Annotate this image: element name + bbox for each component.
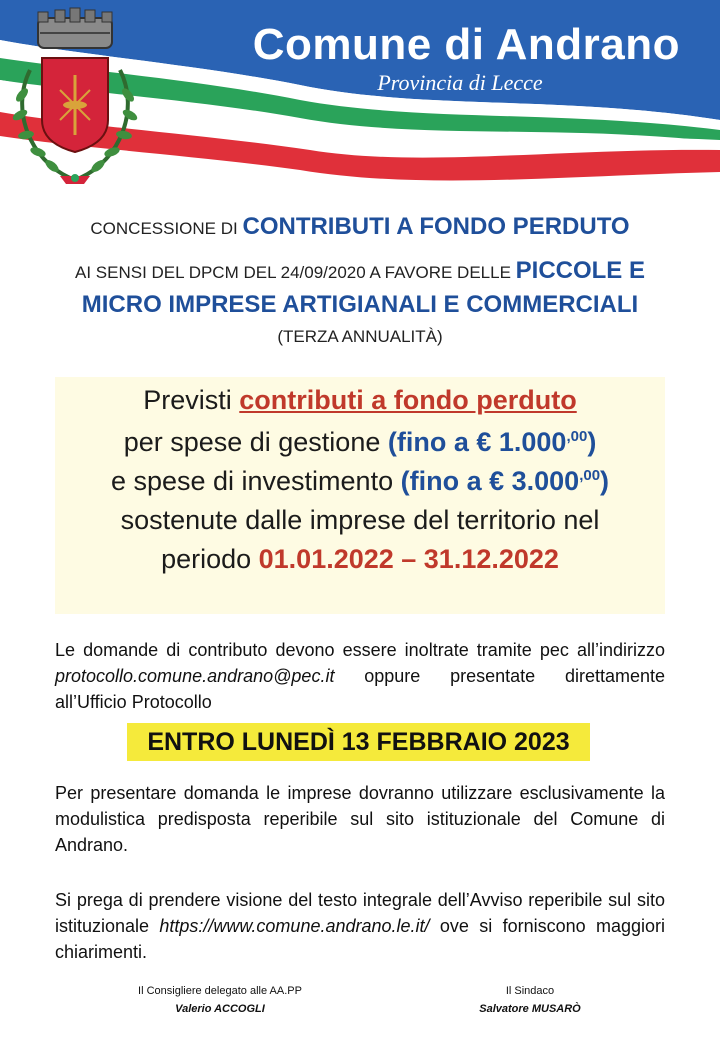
forms-text: Per presentare domanda le imprese dovranno utilizzare esclusivamente la modulistica predisposta reperibile sul sito istituzionale del Comune di Andrano. [55,783,665,855]
forms-paragraph [55,780,665,858]
notice-paragraph [55,887,665,965]
header-banner [0,0,720,200]
submission-text: oppure presentate direttamente all’Ufficio Protocollo [55,666,665,712]
box-line-1 [55,385,665,416]
submission-text: Le domande di contributo devono essere inoltrate tramite pec all’indirizzo [55,640,665,660]
pec-address-link[interactable]: protocollo.comune.andrano@pec.it [55,666,335,686]
heading-line-2 [0,257,720,285]
box-cents: ,00 [579,467,601,484]
box-text: e spese di investimento [110,466,401,496]
signature-name: Salvatore MUSARÒ [479,1003,581,1015]
notice-text: ove si forniscono maggiori chiarimenti. [55,916,665,962]
header-subtitle: Provincia di Lecce [377,70,543,95]
heading-line-3 [0,291,720,319]
box-line-4: sostenute dalle imprese del territorio nel [120,505,600,535]
signature-left [100,985,340,1015]
heading-prefix: AI SENSI DEL DPCM DEL 24/09/2020 A FAVORE DELLE [75,263,516,282]
signature-name: Valerio ACCOGLI [175,1003,265,1015]
heading-prefix: CONCESSIONE DI [90,219,243,238]
box-text: periodo [161,544,259,574]
signature-right [440,985,620,1015]
heading-line-4: (TERZA ANNUALITÀ) [277,327,443,346]
website-link[interactable]: https://www.comune.andrano.le.it/ [159,916,430,936]
box-amount: (fino a € 3.000 [400,466,580,496]
box-amount: (fino a € 1.000 [387,427,567,457]
municipal-coat-of-arms-icon [0,0,150,190]
box-emphasis: contributi a fondo perduto [239,385,577,415]
heading-line-1 [0,213,720,241]
heading-emphasis: PICCOLE E [515,257,645,284]
box-text: Previsti [143,385,240,415]
heading-emphasis: MICRO IMPRESE ARTIGIANALI E COMMERCIALI [81,291,639,318]
heading-emphasis: CONTRIBUTI A FONDO PERDUTO [242,213,630,240]
deadline-banner [127,723,590,761]
box-text: per spese di gestione [123,427,388,457]
signature-role: Il Consigliere delegato alle AA.PP [138,985,302,997]
notice-text: Si prega di prendere visione del testo integrale dell’Avviso reperibile sul sito istituzionale [55,890,665,936]
signature-role: Il Sindaco [505,985,555,997]
header-title: Comune di Andrano [252,20,680,69]
box-period: 01.01.2022 – 31.12.2022 [258,544,559,574]
box-line-3 [55,466,665,497]
box-close: ) [600,466,610,496]
deadline-text: ENTRO LUNEDÌ 13 FEBBRAIO 2023 [147,728,570,756]
box-line-5 [55,544,665,575]
box-cents: ,00 [566,428,588,445]
box-close: ) [587,427,597,457]
box-line-2 [55,427,665,458]
highlight-box [55,377,665,614]
submission-paragraph [55,637,665,715]
